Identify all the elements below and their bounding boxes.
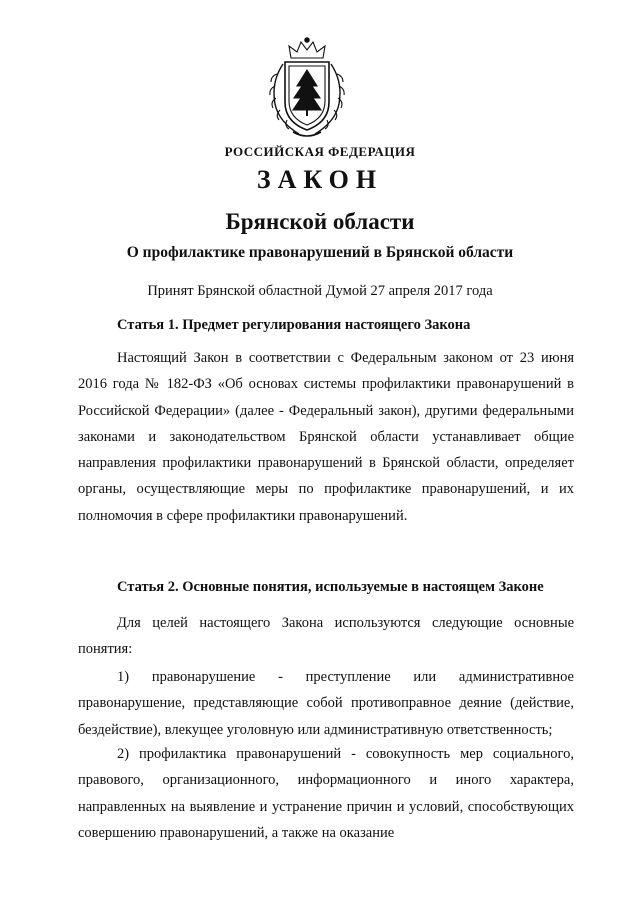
article-2-paragraph-intro: Для целей настоящего Закона используются следующие основные понятия: xyxy=(78,615,574,658)
adoption-line: Принят Брянской областной Думой 27 апреля 2017 года xyxy=(147,283,493,299)
federation-heading: РОССИЙСКАЯ ФЕДЕРАЦИЯ xyxy=(224,144,416,159)
region-heading: Брянской области xyxy=(225,209,415,234)
article-2-paragraph-1: 1) правонарушение - преступление или административное правонарушение, представляющие собой противоправное деяние (действие, бездействие), влекущее уголовную или административную ответственность; xyxy=(78,669,574,738)
article-2-title: Статья 2. Основные понятия, используемые в настоящем Законе xyxy=(117,579,544,595)
page-mark xyxy=(597,8,599,18)
coat-of-arms-icon xyxy=(263,36,351,140)
article-1-title: Статья 1. Предмет регулирования настоящего Закона xyxy=(117,317,471,333)
law-title: О профилактике правонарушений в Брянской области xyxy=(126,244,514,261)
article-2-paragraph-2: 2) профилактика правонарушений - совокупность мер социального, правового, организационного, информационного и иного характера, направленных на выявление и устранение причин и условий, способствующих совершению правонарушений, а также на оказание xyxy=(78,746,574,841)
document-type-heading: ЗАКОН xyxy=(256,165,384,194)
article-1-paragraph: Настоящий Закон в соответствии с Федеральным законом от 23 июня 2016 года № 182-ФЗ «Об основах системы профилактики правонарушений в Российской Федерации» (далее - Федеральный закон), другими федеральными законами и законодательством Брянской области устанавливает общие направления профилактики правонарушений в Брянской области, определяет органы, осуществляющие меры по профилактике правонарушений, и их полномочия в сфере профилактики правонарушений. xyxy=(78,350,574,524)
